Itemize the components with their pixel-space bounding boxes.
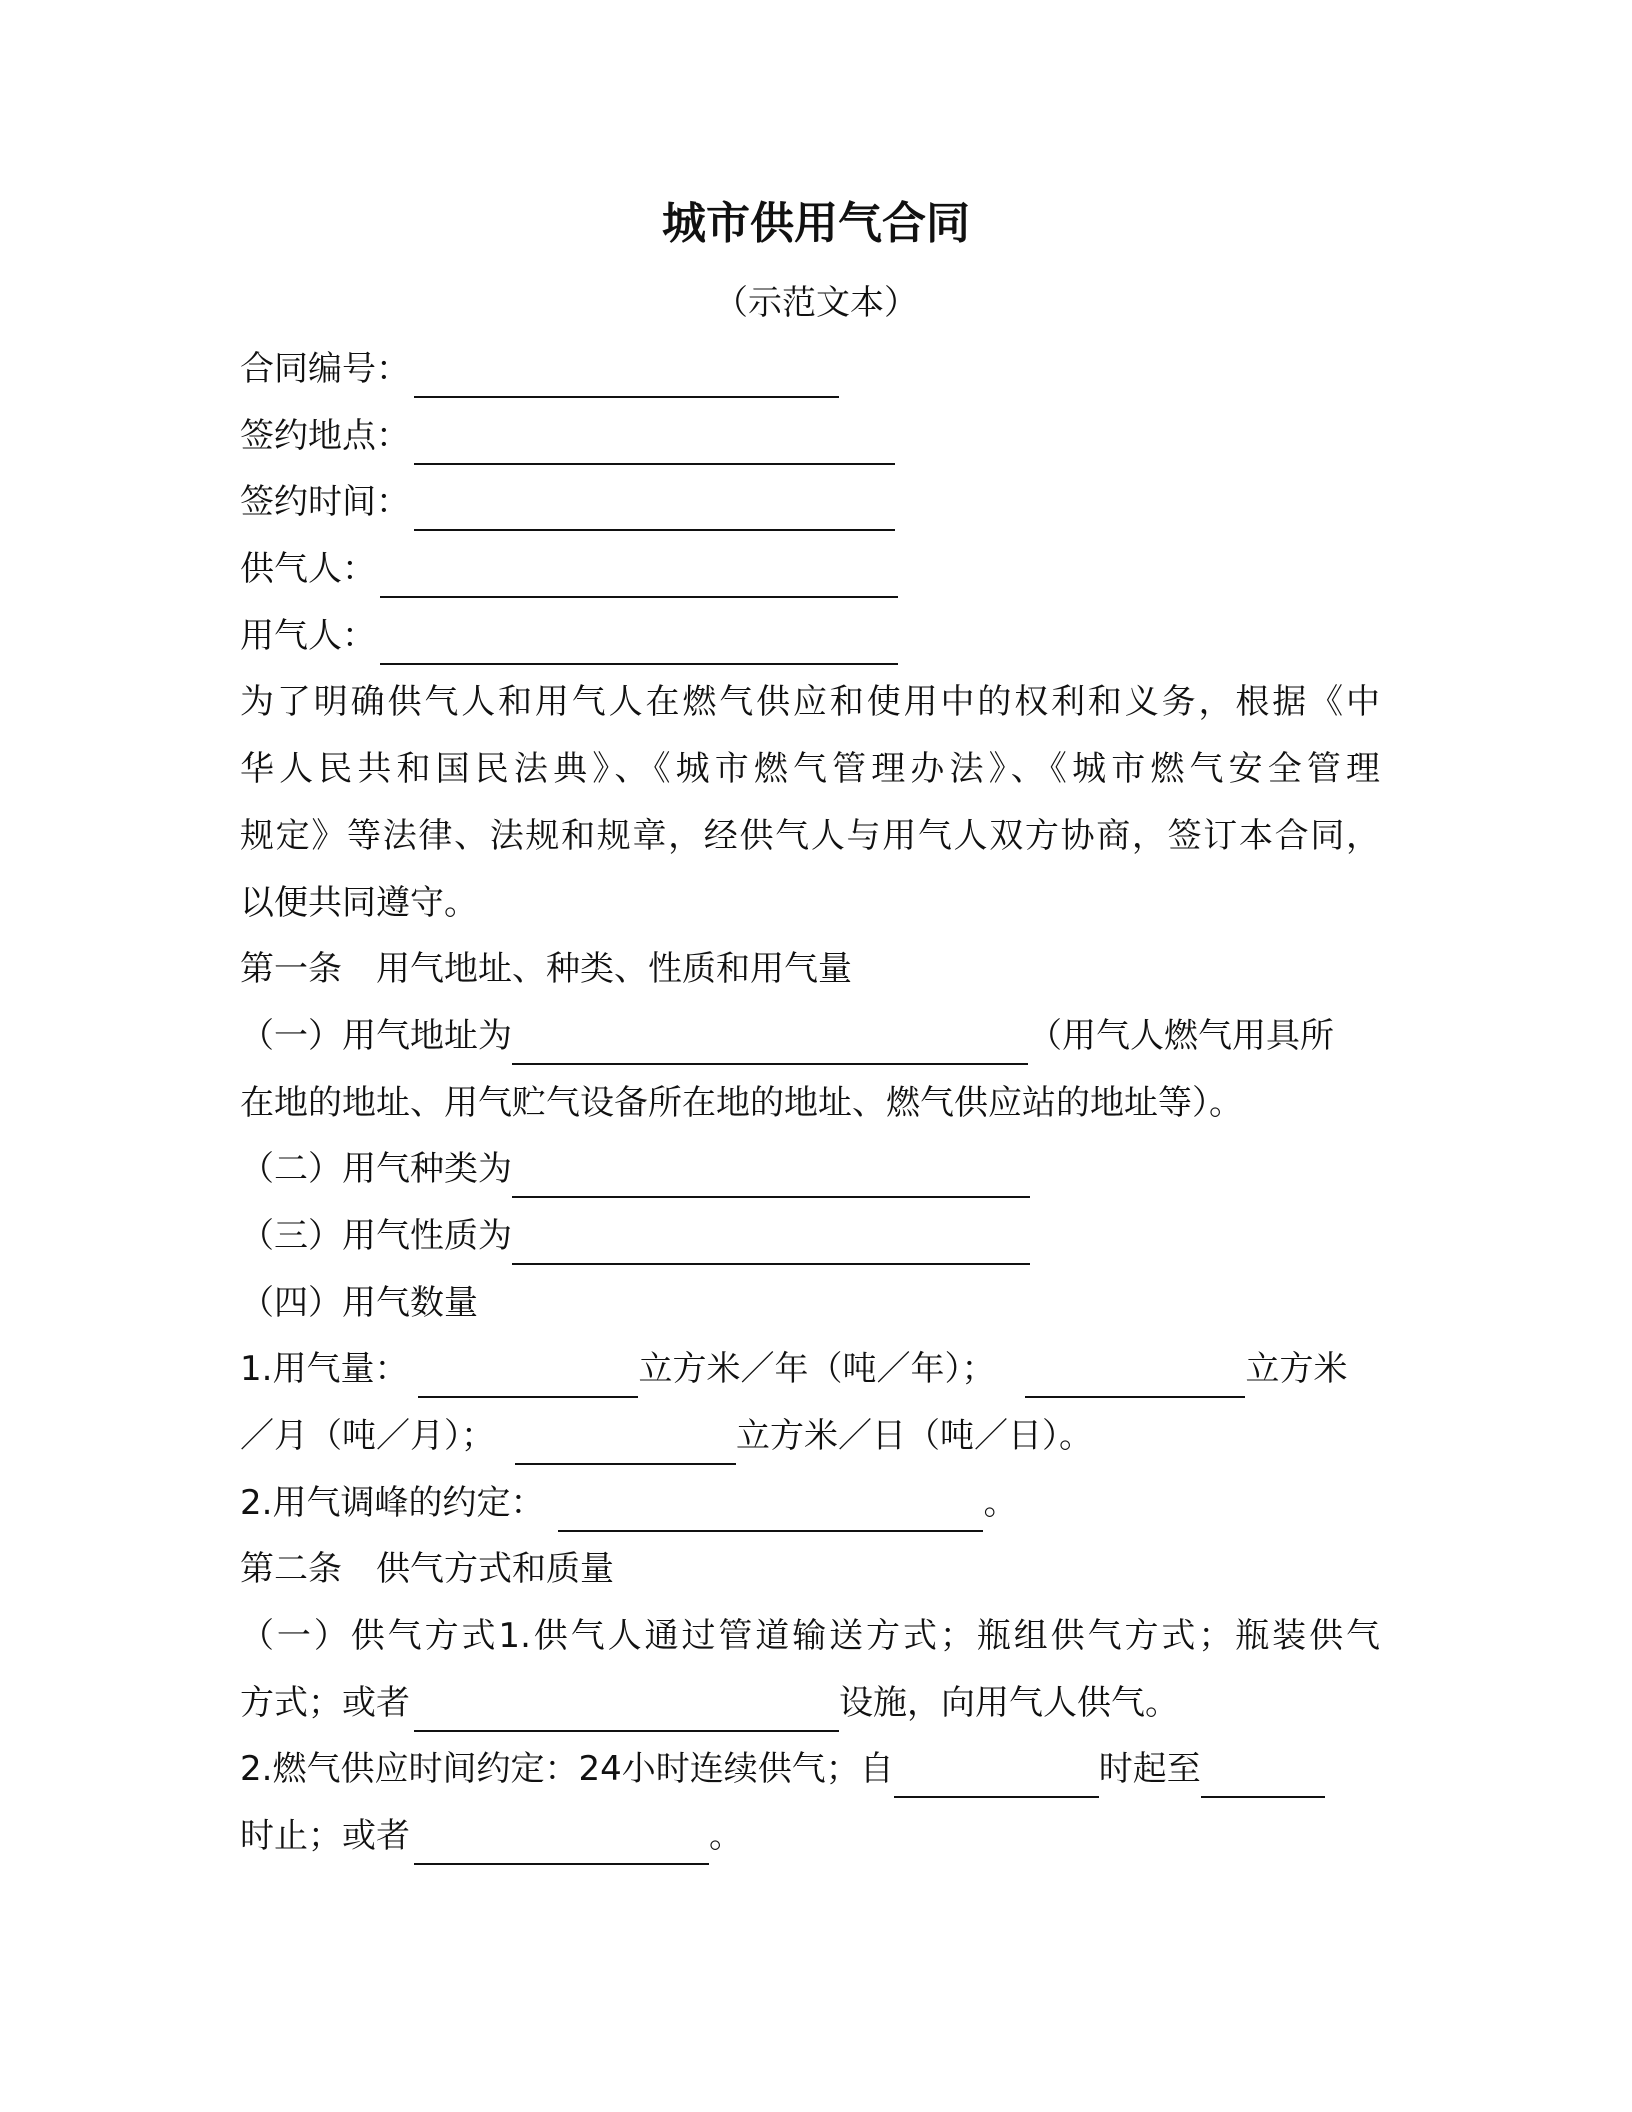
sign-time-label: 签约时间： [240,482,410,523]
supply-mode-end: 设施，向用气人供气。 [839,1682,1179,1723]
quantity-heading: （四）用气数量 [240,1282,478,1323]
sign-time-row [240,469,1380,536]
document-title: 城市供用气合同 [662,198,970,249]
gas-nature-row [240,1203,1380,1270]
yearly-quantity-blank[interactable] [418,1360,638,1398]
contract-no-label: 合同编号： [240,349,410,389]
user-label: 用气人： [240,615,376,656]
supply-time-row [240,1736,1380,1803]
supply-mode-or: 方式；或者 [240,1682,410,1723]
time-from-label: 时起至 [1098,1749,1201,1790]
gas-type-label: （二）用气种类为 [240,1149,512,1190]
gas-type-row [240,1136,1380,1203]
unit-year: 立方米／年（吨／年）； [638,1349,996,1390]
gas-nature-blank[interactable] [512,1227,1030,1265]
sign-place-blank[interactable] [414,427,895,465]
user-blank[interactable] [380,627,898,665]
peak-row [240,1470,1380,1537]
article1-heading: 第一条 用气地址、种类、性质和用气量 [240,949,852,990]
address-label: （一）用气地址为 [240,1015,512,1056]
daily-quantity-blank[interactable] [515,1427,736,1465]
supplier-row [240,536,1380,603]
time-from-blank[interactable] [894,1760,1099,1798]
peak-label: 2.用气调峰的约定： [240,1482,545,1523]
preamble-line: 为了明确供气人和用气人在燃气供应和使用中的权利和义务，根据《中 [240,682,1380,723]
preamble-line: 以便共同遵守。 [240,882,478,923]
address-blank[interactable] [512,1027,1028,1065]
address-row [240,1003,1380,1070]
sign-place-row [240,403,1380,470]
address-note: （用气人燃气用具所 [1028,1015,1334,1056]
article2-heading: 第二条 供气方式和质量 [240,1549,614,1590]
unit-month-cont: ／月（吨／月）； [240,1416,495,1456]
address-note-line: 在地的地址、用气贮气设备所在地的地址、燃气供应站的地址等）。 [240,1082,1243,1123]
gas-type-blank[interactable] [512,1160,1030,1198]
document-subtitle: （示范文本） [714,283,918,323]
supply-mode-row [240,1670,1380,1737]
quantity-row-2 [240,1403,1380,1470]
supply-mode-blank[interactable] [414,1694,839,1732]
time-end: 。 [709,1816,743,1857]
monthly-quantity-blank[interactable] [1025,1360,1245,1398]
time-other-blank[interactable] [414,1827,709,1865]
peak-end: 。 [983,1482,1018,1523]
unit-day: 立方米／日（吨／日）。 [736,1416,1093,1456]
gas-nature-label: （三）用气性质为 [240,1215,512,1256]
quantity-row [240,1336,1380,1403]
quantity-label: 1.用气量： [240,1349,409,1390]
supply-time-row-2 [240,1803,1380,1870]
sign-place-label: 签约地点： [240,415,410,456]
supply-mode-line: （一）供气方式1.供气人通过管道输送方式；瓶组供气方式；瓶装供气 [240,1616,1380,1657]
contract-no-blank[interactable] [414,360,839,398]
contract-body [240,336,1380,1870]
unit-month: 立方米 [1245,1349,1348,1390]
supplier-blank[interactable] [380,560,898,598]
supply-time-label: 2.燃气供应时间约定：24小时连续供气；自 [240,1749,894,1790]
time-to-blank[interactable] [1201,1760,1325,1798]
time-to-label: 时止；或者 [240,1816,410,1857]
supplier-label: 供气人： [240,549,376,590]
peak-blank[interactable] [558,1494,983,1532]
sign-time-blank[interactable] [414,493,895,531]
contract-no-row [240,336,1380,403]
preamble-line: 规定》等法律、法规和规章，经供气人与用气人双方协商，签订本合同， [240,815,1380,856]
preamble-line: 华人民共和国民法典》、《城市燃气管理办法》、《城市燃气安全管理 [240,749,1380,790]
user-row [240,603,1380,670]
